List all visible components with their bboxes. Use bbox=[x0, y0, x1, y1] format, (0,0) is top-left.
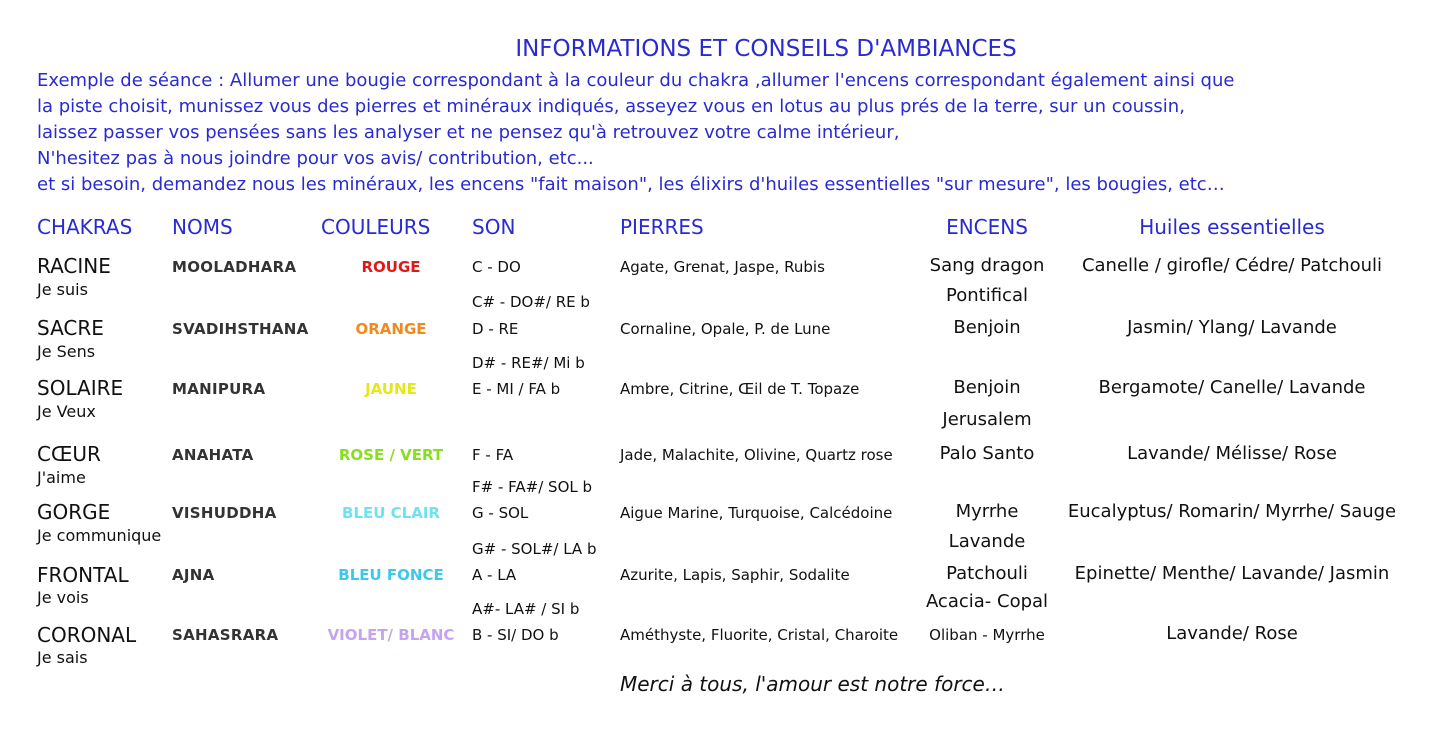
chakra-sound-extra: C# - DO#/ RE b bbox=[472, 293, 590, 311]
chakra-incense-extra: Lavande bbox=[948, 531, 1026, 552]
header-encens: ENCENS bbox=[946, 215, 1028, 239]
intro-line: et si besoin, demandez nous les minéraux, les encens "fait maison", les élixirs d'huiles essentielles "sur mesure", les bougies, etc… bbox=[37, 174, 1225, 195]
intro-line: Exemple de séance : Allumer une bougie correspondant à la couleur du chakra ,allumer l'encens correspondant également ainsi que bbox=[37, 70, 1235, 91]
chakra-affirmation: J'aime bbox=[37, 468, 86, 487]
chakra-name: CORONAL bbox=[37, 623, 137, 647]
chakra-affirmation: Je communique bbox=[37, 526, 162, 545]
chakra-sound: F - FA bbox=[472, 446, 514, 464]
chakra-incense: Patchouli bbox=[946, 563, 1028, 584]
chakra-stones: Aigue Marine, Turquoise, Calcédoine bbox=[620, 504, 893, 522]
chakra-stones: Améthyste, Fluorite, Cristal, Charoite bbox=[620, 626, 899, 644]
intro-line: N'hesitez pas à nous joindre pour vos avis/ contribution, etc... bbox=[37, 148, 594, 169]
chakra-sanskrit-name: VISHUDDHA bbox=[172, 504, 277, 522]
header-couleurs: COULEURS bbox=[321, 215, 431, 239]
chakra-color: VIOLET/ BLANC bbox=[327, 626, 455, 644]
chakra-sanskrit-name: ANAHATA bbox=[172, 446, 254, 464]
chakra-name: SACRE bbox=[37, 316, 104, 340]
chakra-oils: Bergamote/ Canelle/ Lavande bbox=[1098, 377, 1366, 398]
chakra-affirmation: Je Sens bbox=[37, 342, 96, 361]
chakra-oils: Eucalyptus/ Romarin/ Myrrhe/ Sauge bbox=[1067, 501, 1397, 522]
chakra-sound-extra: F# - FA#/ SOL b bbox=[472, 478, 593, 496]
chakra-oils: Jasmin/ Ylang/ Lavande bbox=[1127, 317, 1337, 338]
chakra-name: FRONTAL bbox=[37, 563, 129, 587]
chakra-sanskrit-name: SVADIHSTHANA bbox=[172, 320, 309, 338]
chakra-affirmation: Je sais bbox=[37, 648, 88, 667]
header-chakras: CHAKRAS bbox=[37, 215, 133, 239]
chakra-color: BLEU CLAIR bbox=[342, 504, 440, 522]
chakra-affirmation: Je Veux bbox=[37, 402, 96, 421]
chakra-stones: Agate, Grenat, Jaspe, Rubis bbox=[620, 258, 825, 276]
chakra-incense: Myrrhe bbox=[955, 501, 1019, 522]
chakra-sanskrit-name: MANIPURA bbox=[172, 380, 266, 398]
chakra-sound-extra: D# - RE#/ Mi b bbox=[472, 354, 585, 372]
chakra-name: GORGE bbox=[37, 500, 111, 524]
chakra-incense: Benjoin bbox=[953, 377, 1021, 398]
chakra-incense: Oliban - Myrrhe bbox=[929, 626, 1045, 644]
chakra-name: CŒUR bbox=[37, 442, 101, 466]
chakra-sanskrit-name: MOOLADHARA bbox=[172, 258, 297, 276]
chakra-oils: Lavande/ Mélisse/ Rose bbox=[1127, 443, 1337, 464]
header-huiles: Huiles essentielles bbox=[1139, 215, 1325, 239]
chakra-stones: Cornaline, Opale, P. de Lune bbox=[620, 320, 831, 338]
chakra-stones: Jade, Malachite, Olivine, Quartz rose bbox=[620, 446, 893, 464]
chakra-sanskrit-name: AJNA bbox=[172, 566, 215, 584]
chakra-incense: Benjoin bbox=[953, 317, 1021, 338]
chakra-affirmation: Je vois bbox=[37, 588, 89, 607]
chakra-incense: Sang dragon bbox=[929, 255, 1045, 276]
chakra-oils: Epinette/ Menthe/ Lavande/ Jasmin bbox=[1074, 563, 1390, 584]
header-noms: NOMS bbox=[172, 215, 233, 239]
chakra-sound-extra: G# - SOL#/ LA b bbox=[472, 540, 597, 558]
header-son: SON bbox=[472, 215, 516, 239]
chakra-color: BLEU FONCE bbox=[338, 566, 444, 584]
chakra-sound: D - RE bbox=[472, 320, 519, 338]
chakra-name: RACINE bbox=[37, 254, 111, 278]
chakra-oils: Canelle / girofle/ Cédre/ Patchouli bbox=[1081, 255, 1383, 276]
chakra-color: ROSE / VERT bbox=[338, 446, 444, 464]
chakra-name: SOLAIRE bbox=[37, 376, 124, 400]
chakra-sound: E - MI / FA b bbox=[472, 380, 561, 398]
chakra-incense-extra: Jerusalem bbox=[942, 409, 1032, 430]
chakra-sanskrit-name: SAHASRARA bbox=[172, 626, 279, 644]
chakra-incense: Palo Santo bbox=[939, 443, 1035, 464]
chakra-incense-extra: Acacia- Copal bbox=[925, 591, 1049, 612]
chakra-stones: Azurite, Lapis, Saphir, Sodalite bbox=[620, 566, 850, 584]
chakra-color: JAUNE bbox=[365, 380, 417, 398]
header-pierres: PIERRES bbox=[620, 215, 704, 239]
chakra-affirmation: Je suis bbox=[37, 280, 88, 299]
chakra-stones: Ambre, Citrine, Œil de T. Topaze bbox=[620, 380, 860, 398]
chakra-sound: C - DO bbox=[472, 258, 521, 276]
intro-line: laissez passer vos pensées sans les analyser et ne pensez qu'à retrouvez votre calme intérieur, bbox=[37, 122, 900, 143]
chakra-incense-extra: Pontifical bbox=[946, 285, 1028, 306]
intro-line: la piste choisit, munissez vous des pierres et minéraux indiqués, asseyez vous en lotus au plus prés de la terre, sur un coussin, bbox=[37, 96, 1185, 117]
chakra-sound: G - SOL bbox=[472, 504, 529, 522]
chakra-sound-extra: A#- LA# / SI b bbox=[472, 600, 580, 618]
chakra-sound: A - LA bbox=[472, 566, 517, 584]
chakra-sound: B - SI/ DO b bbox=[472, 626, 559, 644]
chakra-oils: Lavande/ Rose bbox=[1166, 623, 1298, 644]
chakra-color: ROUGE bbox=[361, 258, 421, 276]
page-title: INFORMATIONS ET CONSEILS D'AMBIANCES bbox=[515, 36, 1017, 62]
chakra-color: ORANGE bbox=[355, 320, 427, 338]
footer-message: Merci à tous, l'amour est notre force… bbox=[620, 672, 1005, 696]
